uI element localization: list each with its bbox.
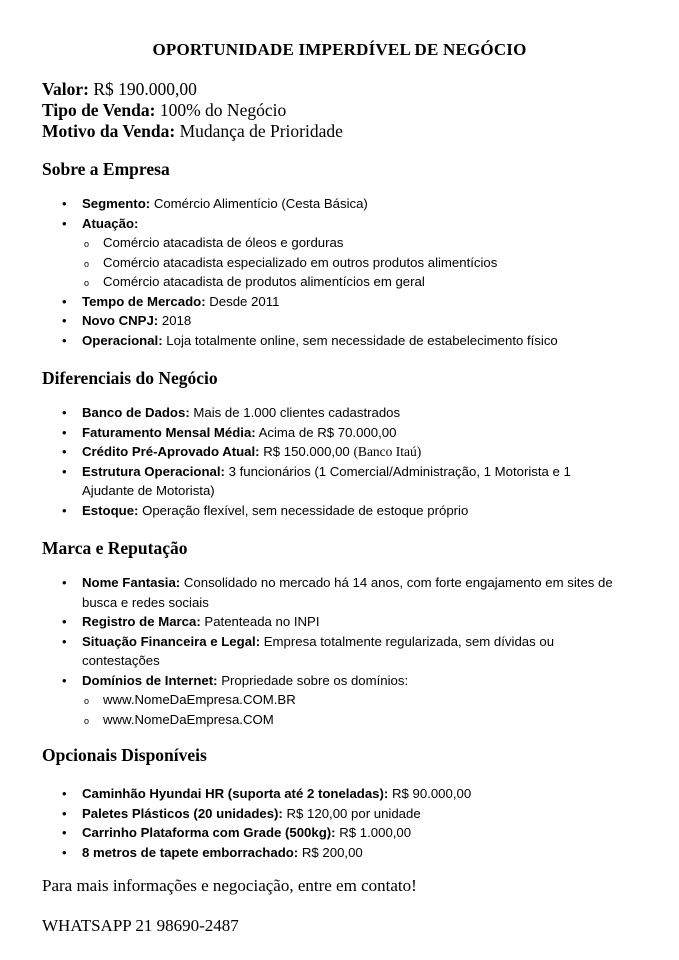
list-item: • Banco de Dados: Mais de 1.000 clientes cadastrados [62,403,622,423]
sub-list-item: o www.NomeDaEmpresa.COM.BR [62,690,622,710]
atuacao-sublist [62,233,622,292]
tipo-line: Tipo de Venda: 100% do Negócio [42,100,287,120]
dominios-sublist [62,690,622,729]
sobre-list [62,194,622,350]
list-item: • Carrinho Plataforma com Grade (500kg): R$ 1.000,00 [62,823,622,843]
list-item: • Crédito Pré-Aprovado Atual: R$ 150.000,00 (Banco Itaú) [62,442,622,462]
section-heading-marca: Marca e Reputação [42,538,188,558]
section-heading-opcionais: Opcionais Disponíveis [42,745,207,765]
sub-list-item: o www.NomeDaEmpresa.COM [62,710,622,730]
list-item: • Operacional: Loja totalmente online, sem necessidade de estabelecimento físico [62,331,622,351]
sale-summary [42,79,343,142]
list-item: • Registro de Marca: Patenteada no INPI [62,612,622,632]
list-item: • Caminhão Hyundai HR (suporta até 2 toneladas): R$ 90.000,00 [62,784,622,804]
list-item: • Faturamento Mensal Média: Acima de R$ 70.000,00 [62,423,622,443]
sub-list-item: o Comércio atacadista especializado em outros produtos alimentícios [62,253,622,273]
contact-text: Para mais informações e negociação, entre em contato! [42,876,417,895]
valor-line: Valor: R$ 190.000,00 [42,79,197,99]
opcionais-list [62,784,622,862]
sub-list-item: o Comércio atacadista de óleos e gorduras [62,233,622,253]
list-item: • Atuação: o Comércio atacadista de óleos e gorduras o Comércio atacadista especializado em outros produtos alimentícios o Comércio atacadista de produtos alimentícios em geral [62,214,622,292]
section-heading-sobre: Sobre a Empresa [42,159,170,179]
list-item: • Estrutura Operacional: 3 funcionários (1 Comercial/Administração, 1 Motorista e 1 Ajudante de Motorista) [62,462,622,501]
list-item: • Situação Financeira e Legal: Empresa totalmente regularizada, sem dívidas ou contestações [62,632,622,671]
list-item: • Nome Fantasia: Consolidado no mercado há 14 anos, com forte engajamento em sites de busca e redes sociais [62,573,622,612]
list-item: • Estoque: Operação flexível, sem necessidade de estoque próprio [62,501,622,521]
motivo-line: Motivo da Venda: Mudança de Prioridade [42,121,343,141]
list-item: • Domínios de Internet: Propriedade sobre os domínios: o www.NomeDaEmpresa.COM.BR o www.NomeDaEmpresa.COM [62,671,622,730]
list-item: • Segmento: Comércio Alimentício (Cesta Básica) [62,194,622,214]
section-heading-diferenciais: Diferenciais do Negócio [42,368,218,388]
list-item: • Paletes Plásticos (20 unidades): R$ 120,00 por unidade [62,804,622,824]
document-title: OPORTUNIDADE IMPERDÍVEL DE NEGÓCIO [152,40,527,59]
whatsapp-contact: WHATSAPP 21 98690-2487 [42,916,239,935]
diferenciais-list [62,403,622,520]
sub-list-item: o Comércio atacadista de produtos alimentícios em geral [62,272,622,292]
list-item: • Tempo de Mercado: Desde 2011 [62,292,622,312]
marca-list [62,573,622,729]
list-item: • Novo CNPJ: 2018 [62,311,622,331]
list-item: • 8 metros de tapete emborrachado: R$ 200,00 [62,843,622,863]
